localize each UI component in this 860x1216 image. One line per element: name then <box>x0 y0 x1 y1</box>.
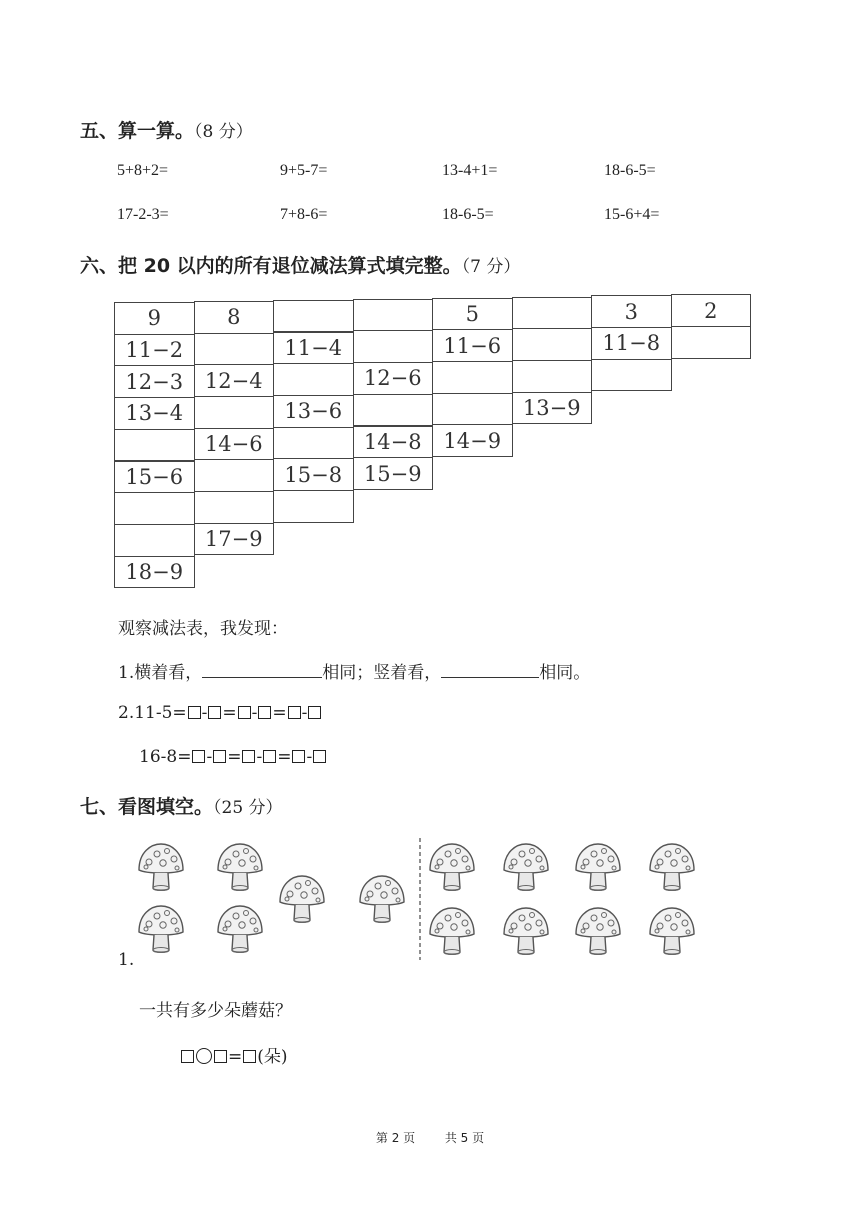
mushroom-icon <box>218 844 262 891</box>
answer-box[interactable] <box>242 750 255 763</box>
answer-box[interactable] <box>243 1050 256 1063</box>
table-cell: 14−9 <box>432 424 513 457</box>
section-5-points: （8 分） <box>194 122 253 142</box>
question-2: 2.11-5= - = - = - <box>118 703 322 723</box>
table-cell: 13−4 <box>114 397 195 430</box>
answer-box[interactable] <box>214 1050 227 1063</box>
table-header-cell[interactable] <box>512 297 593 330</box>
table-cell[interactable] <box>353 394 434 427</box>
answer-blank-vertical[interactable] <box>441 661 539 678</box>
answer-box[interactable] <box>238 706 251 719</box>
q7-1-number: 1. <box>118 950 135 970</box>
calc-r2-c4: 15-6+4= <box>604 206 660 223</box>
table-cell: 15−6 <box>114 461 195 494</box>
observe-text: 观察减法表，我发现： <box>118 619 288 639</box>
answer-box[interactable] <box>308 706 321 719</box>
table-header-cell[interactable] <box>353 299 434 332</box>
answer-box[interactable] <box>213 750 226 763</box>
table-cell: 12−6 <box>353 362 434 395</box>
section-7-heading <box>80 792 283 819</box>
table-cell[interactable] <box>512 328 593 361</box>
page-footer <box>0 1129 860 1146</box>
table-cell[interactable] <box>512 360 593 393</box>
q2-label: 2.11-5= <box>118 703 187 723</box>
page-total: 共 5 页 <box>444 1131 485 1145</box>
answer-box[interactable] <box>288 706 301 719</box>
table-header-cell: 3 <box>591 295 672 328</box>
calc-r1-c1: 5+8+2= <box>117 162 169 179</box>
table-cell[interactable] <box>273 490 354 523</box>
section-7-points: （25 分） <box>213 798 283 818</box>
calc-r1-c3: 13-4+1= <box>442 162 498 179</box>
question-2b: 16-8= - = - = - <box>139 747 327 767</box>
table-cell: 14−8 <box>353 426 434 459</box>
table-cell: 13−9 <box>512 392 593 425</box>
table-cell: 14−6 <box>194 428 275 461</box>
operator-circle[interactable] <box>196 1048 212 1064</box>
section-5-title: 五、算一算。 <box>80 120 195 142</box>
q2b-label: 16-8= <box>139 747 192 767</box>
answer-box[interactable] <box>263 750 276 763</box>
table-cell[interactable] <box>114 492 195 525</box>
table-cell: 11−8 <box>591 327 672 360</box>
table-cell[interactable] <box>432 361 513 394</box>
table-cell: 11−4 <box>273 332 354 365</box>
table-cell: 12−3 <box>114 365 195 398</box>
mushroom-icon <box>504 908 548 955</box>
mushroom-icon <box>650 908 694 955</box>
mushroom-icon <box>218 906 262 953</box>
table-header-cell: 9 <box>114 302 195 335</box>
answer-box[interactable] <box>181 1050 194 1063</box>
mushroom-icon <box>576 908 620 955</box>
answer-blank-horizontal[interactable] <box>202 661 322 678</box>
calc-r1-c2: 9+5-7= <box>280 162 328 179</box>
table-header-cell[interactable] <box>273 300 354 333</box>
table-cell[interactable] <box>671 326 752 359</box>
question-1 <box>118 658 590 683</box>
q1-prefix: 1.横着看， <box>118 663 203 683</box>
table-cell[interactable] <box>114 524 195 557</box>
table-cell: 13−6 <box>273 395 354 428</box>
table-cell: 12−4 <box>194 364 275 397</box>
table-cell: 11−6 <box>432 329 513 362</box>
mushroom-icon <box>139 844 183 891</box>
table-cell[interactable] <box>432 393 513 426</box>
section-6-title: 六、把 20 以内的所有退位减法算式填完整。 <box>80 255 462 277</box>
table-cell[interactable] <box>273 363 354 396</box>
mushroom-icon <box>650 844 694 891</box>
mushroom-icon <box>139 906 183 953</box>
mushroom-question: 一共有多少朵蘑菇？ <box>139 1001 292 1021</box>
calc-r2-c3: 18-6-5= <box>442 206 494 223</box>
answer-box[interactable] <box>258 706 271 719</box>
table-cell[interactable] <box>273 427 354 460</box>
table-cell: 17−9 <box>194 523 275 556</box>
mushroom-icon <box>430 908 474 955</box>
table-cell[interactable] <box>591 359 672 392</box>
answer-box[interactable] <box>292 750 305 763</box>
section-7-title: 七、看图填空。 <box>80 796 214 818</box>
answer-box[interactable] <box>313 750 326 763</box>
table-header-cell: 2 <box>671 294 752 327</box>
mushroom-icon <box>504 844 548 891</box>
section-6-points: （7 分） <box>461 257 521 277</box>
mushroom-icon <box>576 844 620 891</box>
unit-label: (朵) <box>257 1047 288 1067</box>
table-cell[interactable] <box>353 330 434 363</box>
q1-mid: 相同；竖着看， <box>322 663 442 683</box>
table-cell: 15−9 <box>353 457 434 490</box>
table-cell: 18−9 <box>114 556 195 589</box>
table-cell[interactable] <box>194 491 275 524</box>
page-number: 第 2 页 <box>375 1131 416 1145</box>
calc-r2-c2: 7+8-6= <box>280 206 328 223</box>
table-cell[interactable] <box>194 459 275 492</box>
answer-box[interactable] <box>208 706 221 719</box>
table-cell[interactable] <box>194 333 275 366</box>
mushroom-icon <box>280 876 324 923</box>
subtraction-table <box>0 0 860 600</box>
table-header-cell: 5 <box>432 298 513 331</box>
answer-box[interactable] <box>188 706 201 719</box>
calc-r1-c4: 18-6-5= <box>604 162 656 179</box>
table-cell: 11−2 <box>114 334 195 367</box>
mushroom-icon <box>430 844 474 891</box>
mushroom-icon <box>360 876 404 923</box>
table-cell: 15−8 <box>273 458 354 491</box>
mushroom-picture <box>128 834 708 966</box>
table-header-cell: 8 <box>194 301 275 334</box>
q1-suffix: 相同。 <box>539 663 591 683</box>
mushroom-equation: = (朵) <box>180 1042 288 1067</box>
calc-r2-c1: 17-2-3= <box>117 206 169 223</box>
table-cell[interactable] <box>114 429 195 462</box>
table-cell[interactable] <box>194 396 275 429</box>
answer-box[interactable] <box>192 750 205 763</box>
